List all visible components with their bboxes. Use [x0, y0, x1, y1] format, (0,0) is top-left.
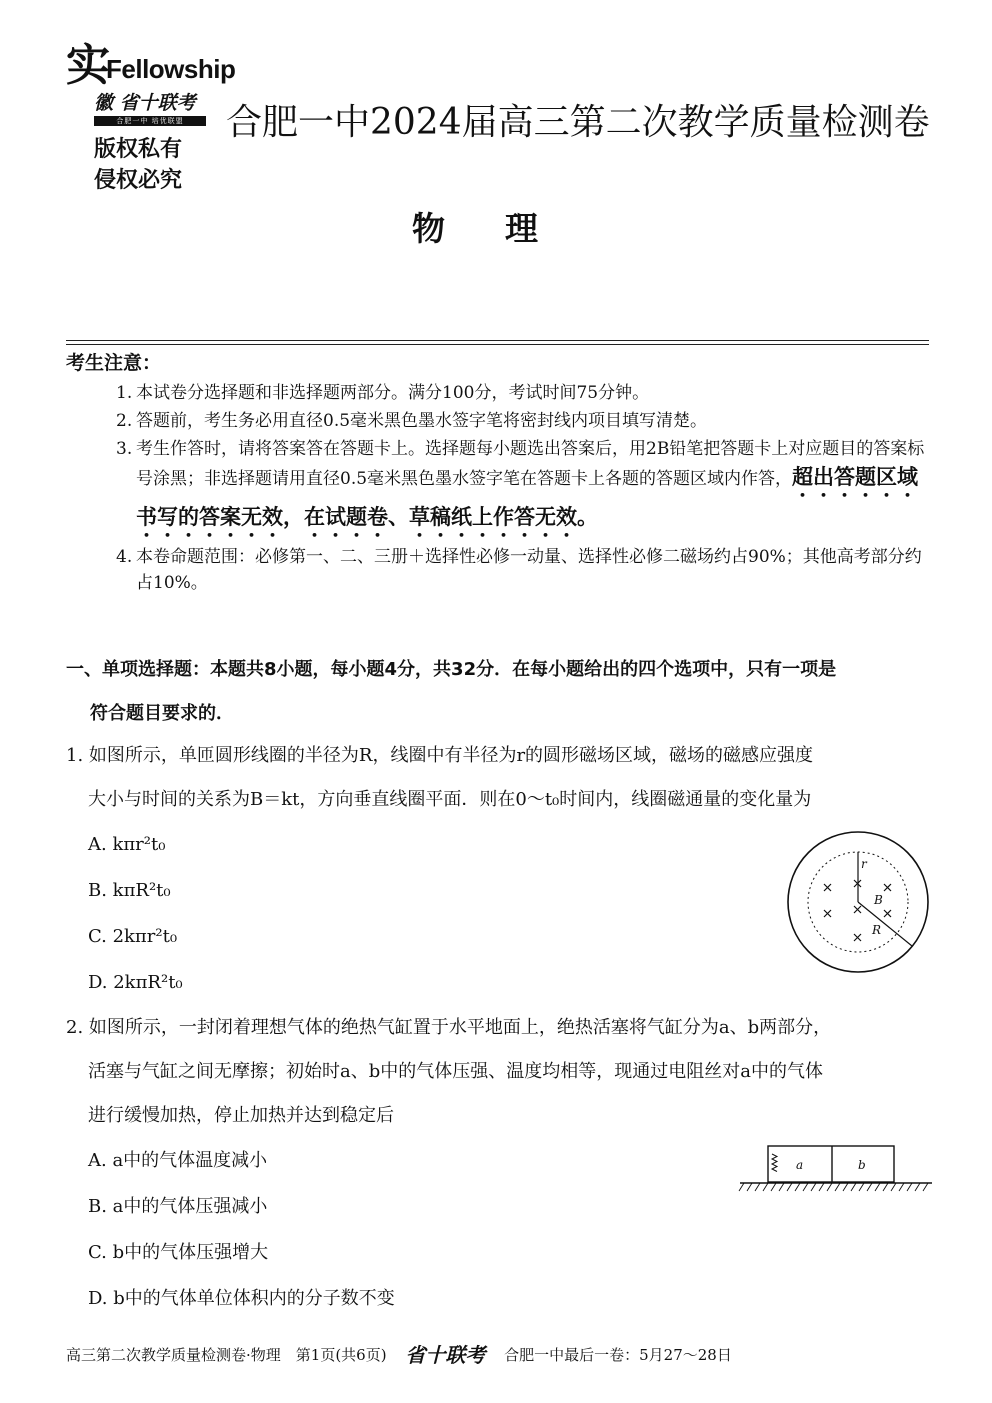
exam-title: 合肥一中2024届高三第二次教学质量检测卷: [226, 102, 930, 143]
header-rule-top: [66, 340, 929, 341]
radius-R-line: [858, 902, 912, 946]
notes-item-number: 4.: [116, 547, 133, 567]
notes-item-text: 考生作答时，请将答案答在答题卡上。选择题每小题选出答案后，用2B铅笔把答题卡上对应题目的答案标号涂黑；非选择题请用直径0.5毫米黑色墨水签字笔在答题卡上各题的答题区域内作答，: [136, 439, 925, 489]
section-heading: [66, 648, 936, 736]
notes-list: [116, 380, 930, 596]
question-1-option-a: A. kπr²t₀: [88, 834, 166, 855]
cylinder-outline: [768, 1146, 894, 1182]
question-1-stem-line-2: 大小与时间的关系为B＝kt，方向垂直线圈平面．则在0～t₀时间内，线圈磁通量的变化量为: [88, 789, 812, 810]
header-rule-bottom: [66, 344, 929, 345]
section-heading-line-1: 一、单项选择题：本题共8小题，每小题4分，共32分．在每小题给出的四个选项中，只有一项是: [66, 659, 837, 680]
notes-item-2: [116, 408, 930, 434]
label-R: R: [872, 923, 882, 937]
copyright-notice: [94, 134, 182, 196]
exam-subject: 物理: [412, 209, 598, 248]
question-1-option-c: C. 2kπr²t₀: [88, 926, 178, 947]
question-2-cylinder-figure: [738, 1140, 934, 1196]
notes-item-4: [116, 544, 930, 596]
question-2-stem-line-1: 2. 如图所示，一封闭着理想气体的绝热气缸置于水平地面上，绝热活塞将气缸分为a、b两部分，: [66, 1017, 832, 1038]
label-r: r: [861, 857, 867, 871]
notes-item-number: 2.: [116, 411, 133, 431]
ground-hatching: [739, 1183, 928, 1191]
logo-fellowship-text: Fellowship: [106, 54, 236, 84]
footer-brand: 省十联考: [405, 1343, 486, 1367]
logo-strip: 合肥一中 培优联盟: [94, 116, 206, 126]
notes-item-emphasis: 超出答题区域书写的答案无效，在试题卷、草稿纸上作答无效。: [136, 465, 919, 529]
notes-heading: 考生注意：: [66, 352, 162, 374]
copyright-line-1: 版权私有: [94, 137, 183, 162]
footer-page-info: 高三第二次教学质量检测卷·物理 第1页(共6页): [66, 1346, 387, 1364]
notes-item-3: [116, 436, 930, 542]
notes-item-text: 答题前，考生务必用直径0.5毫米黑色墨水签字笔将密封线内项目填写清楚。: [136, 411, 708, 431]
question-1-option-d: D. 2kπR²t₀: [88, 972, 183, 993]
label-B: B: [874, 893, 883, 907]
footer-exam-date: 合肥一中最后一卷：5月27～28日: [504, 1346, 732, 1364]
question-1-option-b: B. kπR²t₀: [88, 880, 171, 901]
notes-item-text: 本试卷分选择题和非选择题两部分。满分100分，考试时间75分钟。: [136, 383, 650, 403]
heating-wire: [772, 1154, 777, 1172]
question-2-option-d: D. b中的气体单位体积内的分子数不变: [88, 1288, 395, 1309]
section-heading-line-2: 符合题目要求的．: [90, 703, 234, 724]
question-2-option-b: B. a中的气体压强减小: [88, 1196, 268, 1217]
question-1-coil-figure: [786, 828, 934, 978]
logo-mark-char: 实: [66, 40, 110, 91]
notes-item-number: 1.: [116, 383, 133, 403]
question-2-stem-line-2: 活塞与气缸之间无摩擦；初始时a、b中的气体压强、温度均相等，现通过电阻丝对a中的气体: [88, 1061, 823, 1082]
question-1-stem-line-1: 1. 如图所示，单匝圆形线圈的半径为R，线圈中有半径为r的圆形磁场区域，磁场的磁感应强度: [66, 745, 814, 766]
label-a: a: [796, 1158, 804, 1172]
notes-item-1: [116, 380, 930, 406]
question-2-option-a: A. a中的气体温度减小: [88, 1150, 268, 1171]
label-b: b: [858, 1158, 866, 1172]
logo-sub-mark: 徽 省十联考: [94, 92, 196, 114]
page-footer: [66, 1340, 936, 1369]
notes-item-number: 3.: [116, 439, 133, 459]
notes-item-text: 本卷命题范围：必修第一、二、三册＋选择性必修一动量、选择性必修二磁场约占90%；其他高考部分约占10%。: [136, 547, 922, 593]
exam-logo: [66, 40, 236, 194]
copyright-line-2: 侵权必究: [94, 168, 183, 193]
question-2-option-c: C. b中的气体压强增大: [88, 1242, 269, 1263]
question-2-stem-line-3: 进行缓慢加热，停止加热并达到稳定后: [88, 1105, 394, 1126]
